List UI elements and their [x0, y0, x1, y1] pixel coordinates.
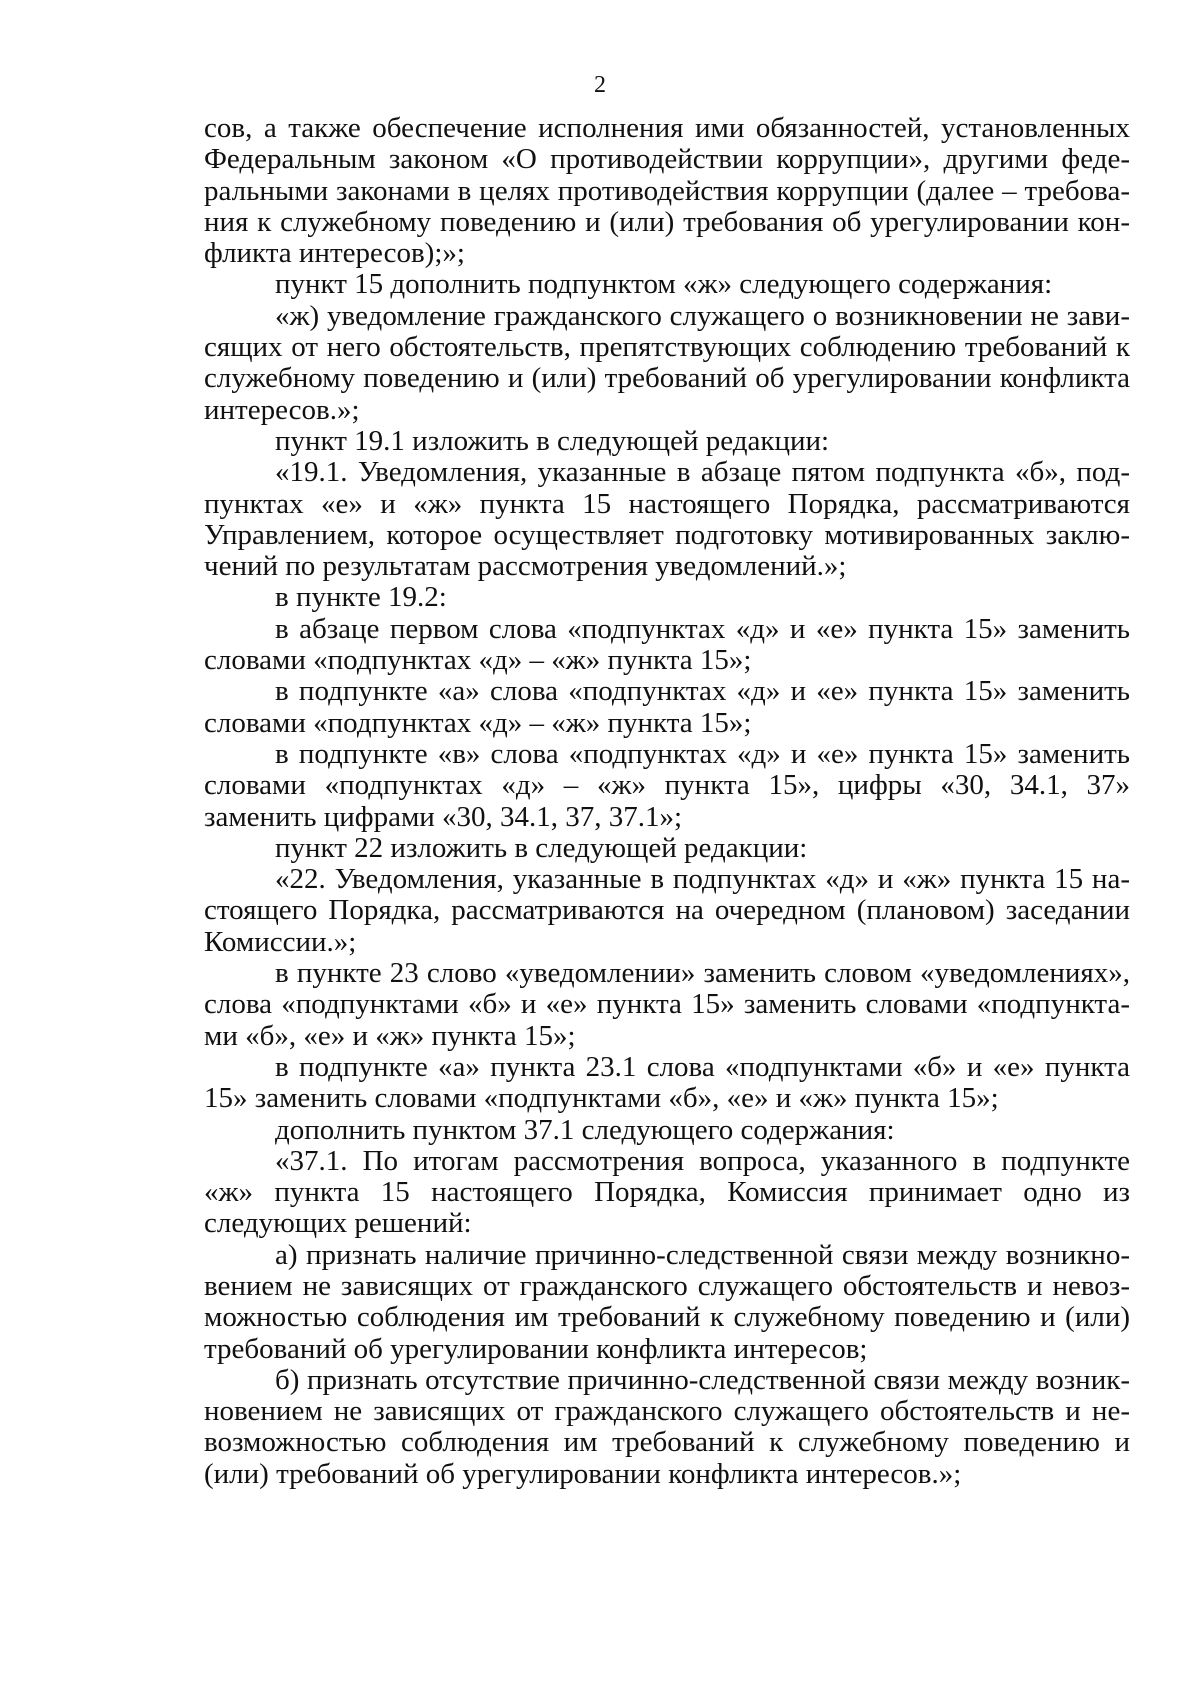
- document-body: [204, 113, 1130, 1490]
- paragraph-11: «22. Уведомления, указанные в подпунктах «д» и «ж» пункта 15 настоящего Порядка, рассматриваются на очередном (плановом) заседании Комиссии.»;: [204, 863, 1130, 958]
- paragraph-16: а) признать наличие причинно-следственной связи между возникновением не зависящих от гражданского служащего обстоятельств и невозможностью соблюдения им требований к служебному поведению и (или) требований об урегулировании конфликта интересов;: [204, 1238, 1130, 1365]
- paragraph-17: б) признать отсутствие причинно-следственной связи между возникновением не зависящих от гражданского служащего обстоятельств и невозможностью соблюдения им требований к служебному поведению и (или) требований об урегулировании конфликта интересов.»;: [204, 1363, 1130, 1490]
- paragraph-10: пункт 22 изложить в следующей редакции:: [275, 831, 808, 864]
- paragraph-14: дополнить пунктом 37.1 следующего содержания:: [275, 1113, 895, 1146]
- page-number: 2: [594, 72, 606, 98]
- paragraph-8: в подпункте «а» слова «подпунктах «д» и «е» пункта 15» заменить словами «подпунктах «д» – «ж» пункта 15»;: [204, 675, 1130, 739]
- paragraph-4: пункт 19.1 изложить в следующей редакции:: [275, 424, 830, 457]
- paragraph-6: в пункте 19.2:: [275, 581, 447, 614]
- paragraph-9: в подпункте «в» слова «подпунктах «д» и «е» пункта 15» заменить словами «подпунктах «д» – «ж» пункта 15», цифры «30, 34.1, 37» заменить цифрами «30, 34.1, 37, 37.1»;: [204, 737, 1130, 833]
- paragraph-12: в пункте 23 слово «уведомлении» заменить словом «уведомлениях», слова «подпунктами «б» и «е» пункта 15» заменить словами «подпунктами «б», «е» и «ж» пункта 15»;: [204, 957, 1130, 1052]
- paragraph-7: в абзаце первом слова «подпунктах «д» и «е» пункта 15» заменить словами «подпунктах «д» – «ж» пункта 15»;: [204, 612, 1130, 677]
- paragraph-13: в подпункте «а» пункта 23.1 слова «подпунктами «б» и «е» пункта 15» заменить словами «подпунктами «б», «е» и «ж» пункта 15»;: [204, 1050, 1130, 1115]
- paragraph-2: пункт 15 дополнить подпунктом «ж» следующего содержания:: [275, 268, 1053, 301]
- paragraph-5: «19.1. Уведомления, указанные в абзаце пятом подпункта «б», подпунктах «е» и «ж» пункта 15 настоящего Порядка, рассматриваются Управлением, которое осуществляет подготовку мотивированных заключений по результатам рассмотрения уведомлений.»;: [204, 456, 1130, 583]
- paragraph-1: сов, а также обеспечение исполнения ими обязанностей, установленных Федеральным законом «О противодействии коррупции», другими федеральными законами в целях противодействия коррупции (далее – требования к служебному поведению и (или) требования об урегулировании конфликта интересов);»;: [204, 112, 1130, 270]
- paragraph-15: «37.1. По итогам рассмотрения вопроса, указанного в подпункте «ж» пункта 15 настоящего Порядка, Комиссия принимает одно из следующих решений:: [204, 1144, 1130, 1240]
- paragraph-3: «ж) уведомление гражданского служащего о возникновении не зависящих от него обстоятельств, препятствующих соблюдению требований к служебному поведению и (или) требований об урегулировании конфликта интересов.»;: [204, 299, 1130, 426]
